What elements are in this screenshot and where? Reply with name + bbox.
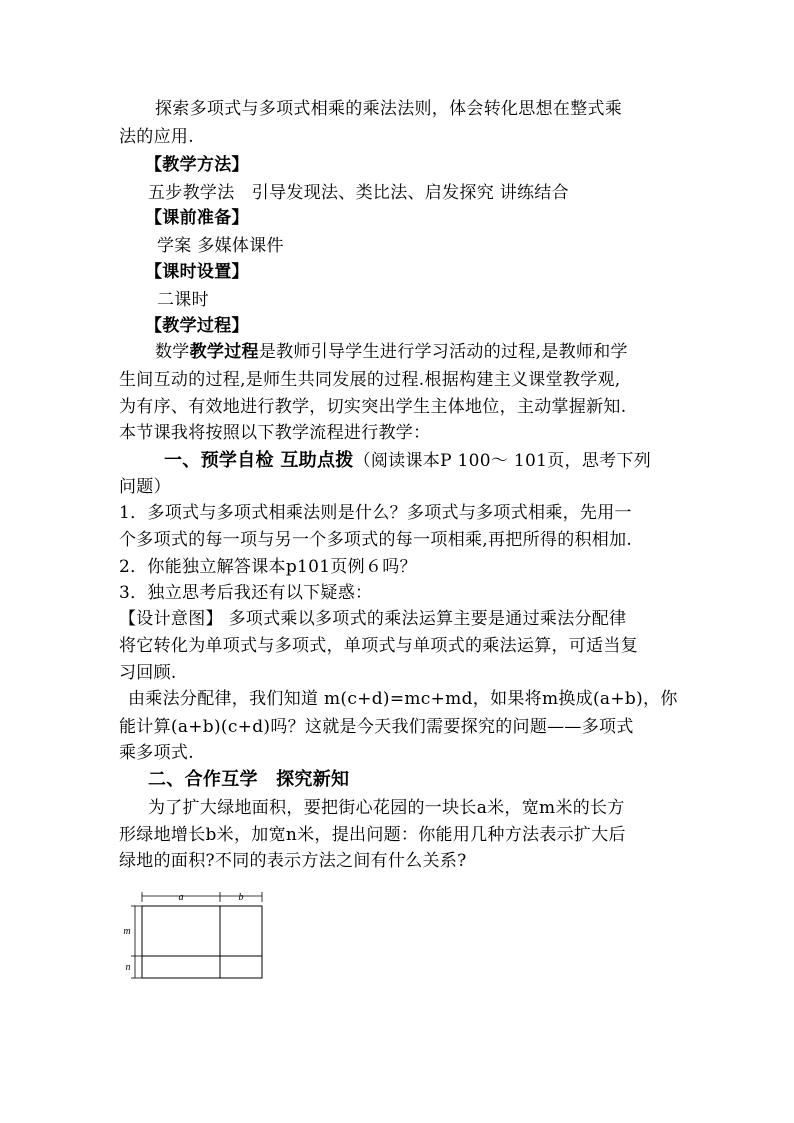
process-paragraph-line-4: 本节课我将按照以下教学流程进行教学： [119, 423, 431, 443]
heading-teaching-method: 【教学方法】 [145, 155, 249, 175]
section-2-line-2: 形绿地增长b米，加宽n米，提出问题：你能用几种方法表示扩大后 [119, 825, 626, 845]
example-line-3: 乘多项式. [119, 743, 194, 763]
label-n: n [125, 962, 131, 973]
process-bold-term: 教学过程 [189, 342, 259, 362]
intro-line-2: 法的应用. [119, 127, 194, 147]
design-intent-line-2: 将它转化为单项式与多项式，单项式与单项式的乘法运算，可适当复 [119, 636, 638, 656]
label-m: m [123, 926, 131, 937]
question-1-line-2: 个多项式的每一项与另一个多项式的每一项相乘,再把所得的积相加. [119, 530, 633, 550]
process-rest: 是教师引导学生进行学习活动的过程,是教师和学 [258, 342, 628, 362]
process-paragraph-line-1 [155, 339, 628, 365]
section-1-title: 一、预学自检 互助点拨 [164, 450, 354, 471]
heading-teaching-process: 【教学过程】 [145, 316, 249, 336]
process-prefix: 数学 [155, 342, 190, 362]
heading-preparation: 【课前准备】 [145, 208, 249, 228]
example-line-2: 能计算(a+b)(c+d)吗？这就是今天我们需要探究的问题——多项式 [119, 717, 634, 737]
teaching-method-text: 五步教学法 引导发现法、类比法、启发探究 讲练结合 [148, 183, 569, 203]
outer-rectangle [142, 906, 262, 978]
class-hours-text: 二课时 [157, 290, 209, 310]
question-3: 3．独立思考后我还有以下疑惑： [119, 583, 373, 603]
section-2-line-1: 为了扩大绿地面积，要把街心花园的一块长a米，宽m米的长方 [148, 798, 625, 818]
section-2-title: 二、合作互学 探究新知 [148, 769, 350, 790]
example-line-1: 由乘法分配律，我们知道 m(c+d)=mc+md，如果将m换成(a+b)，你 [128, 689, 678, 709]
label-b: b [238, 892, 244, 903]
section-1-note: （阅读课本P 100～ 101页，思考下列 [353, 451, 652, 471]
process-paragraph-line-3: 为有序、有效地进行教学，切实突出学生主体地位，主动掌握新知. [119, 397, 627, 417]
section-1-note-cont: 问题） [119, 477, 171, 497]
section-2-line-3: 绿地的面积?不同的表示方法之间有什么关系? [119, 851, 467, 871]
question-1-line-1: 1．多项式与多项式相乘法则是什么？多项式与多项式相乘，先用一 [119, 503, 632, 523]
label-a: a [178, 892, 184, 903]
design-intent-line-1: 【设计意图】 多项式乘以多项式的乘法运算主要是通过乘法分配律 [119, 609, 627, 629]
section-1-heading [164, 448, 651, 474]
process-paragraph-line-2: 生间互动的过程,是师生共同发展的过程.根据构建主义课堂教学观, [119, 370, 621, 390]
question-2: 2．你能独立解答课本p101页例６吗？ [119, 557, 417, 577]
preparation-text: 学案 多媒体课件 [157, 236, 284, 256]
heading-class-hours: 【课时设置】 [145, 262, 249, 282]
intro-line-1: 探索多项式与多项式相乘的乘法法则，体会转化思想在整式乘 [155, 99, 623, 119]
design-intent-line-3: 习回顾. [119, 663, 177, 683]
rectangle-diagram [118, 888, 268, 980]
